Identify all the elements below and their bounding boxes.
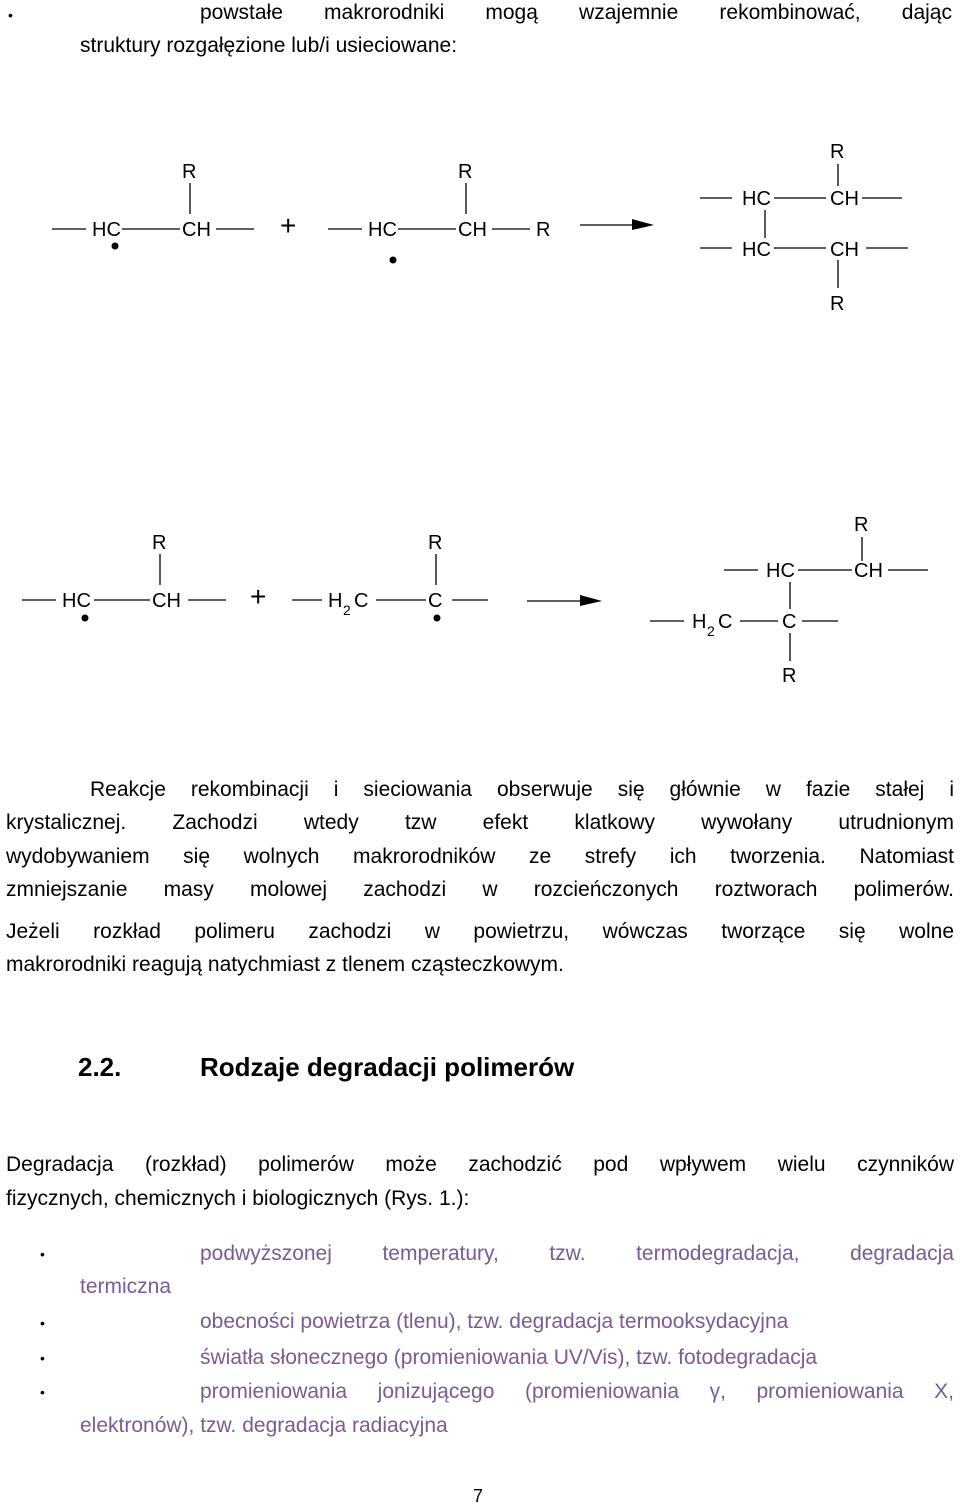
r1-p-ch1: CH <box>830 188 859 210</box>
r2-p-r-top: R <box>854 514 869 536</box>
r1-b-ch: CH <box>458 219 487 241</box>
intro-line-1: powstałe makrorodniki mogą wzajemnie rekombinować, dając <box>200 1 952 24</box>
r2-p-h: H <box>692 611 707 633</box>
r1-p-ch2: CH <box>830 239 859 261</box>
para1-line-3: wydobywaniem się wolnych makrorodników ze strefy ich tworzenia. Natomiast <box>6 845 954 868</box>
factor-3-line-1: światła słonecznego (promieniowania UV/Vis), tzw. fotodegradacja <box>200 1346 818 1369</box>
bullet-icon: • <box>40 1350 45 1366</box>
r1-p-hc2: HC <box>742 239 771 261</box>
r1-plus: + <box>280 210 297 241</box>
factor-1-line-2: termiczna <box>80 1275 172 1298</box>
para2-line-2: fizycznych, chemicznych i biologicznych (Rys. 1.): <box>6 1187 470 1210</box>
factor-4-line-2: elektronów), tzw. degradacja radiacyjna <box>80 1414 448 1437</box>
r2-b-h: H <box>328 590 343 612</box>
para2-line-1: Degradacja (rozkład) polimerów może zachodzić pod wpływem wielu czynników <box>6 1153 954 1176</box>
r1-b-r-top: R <box>458 161 473 183</box>
r1-p-r-top: R <box>830 141 845 163</box>
para1-line-1: Reakcje rekombinacji i sieciowania obserwuje się głównie w fazie stałej i <box>90 778 954 801</box>
r2-a-hc: HC <box>62 590 91 612</box>
r1-b-hc: HC <box>368 219 397 241</box>
factor-4-line-1: promieniowania jonizującego (promieniowania γ, promieniowania X, <box>200 1380 954 1403</box>
bullet-icon: • <box>40 1384 45 1400</box>
r1-a-hc: HC <box>92 219 121 241</box>
reaction-1-diagram <box>0 130 960 330</box>
bullet-icon: • <box>40 1246 45 1262</box>
r2-a-r: R <box>152 532 167 554</box>
bullet-icon: • <box>40 1315 45 1331</box>
section-number: 2.2. <box>78 1052 122 1082</box>
r1-a-r: R <box>182 161 197 183</box>
r1-a-ch: CH <box>182 219 211 241</box>
r2-b-c: C <box>354 590 369 612</box>
intro-line-2: struktury rozgałęzione lub/i usieciowane: <box>80 34 458 57</box>
r2-a-ch: CH <box>152 590 181 612</box>
r2-b-r: R <box>428 532 443 554</box>
r2-p-c2: C <box>782 611 797 633</box>
r1-b-r-side: R <box>536 219 551 241</box>
para1-line-6: makrorodniki reagują natychmiast z tlenem cząsteczkowym. <box>6 953 564 976</box>
page-number: 7 <box>473 1486 484 1506</box>
r2-p-ch: CH <box>854 560 883 582</box>
r2-p-r-bottom: R <box>782 665 797 687</box>
r2-plus: + <box>250 581 267 612</box>
section-title: Rodzaje degradacji polimerów <box>200 1052 575 1082</box>
r1-p-hc1: HC <box>742 188 771 210</box>
para1-line-4: zmniejszanie masy molowej zachodzi w rozcieńczonych roztworach polimerów. <box>6 878 954 901</box>
reaction-2-diagram <box>0 505 960 705</box>
r2-b-sub: 2 <box>343 602 351 618</box>
r2-p-hc: HC <box>766 560 795 582</box>
factor-2-line-1: obecności powietrza (tlenu), tzw. degradacja termooksydacyjna <box>200 1310 789 1333</box>
r2-p-c: C <box>718 611 733 633</box>
r2-b-c2: C <box>428 590 443 612</box>
r2-p-sub: 2 <box>707 623 715 639</box>
bullet-icon: • <box>8 7 13 23</box>
para1-line-2: krystalicznej. Zachodzi wtedy tzw efekt klatkowy wywołany utrudnionym <box>6 811 954 834</box>
para1-line-5: Jeżeli rozkład polimeru zachodzi w powietrzu, wówczas tworzące się wolne <box>6 920 954 943</box>
r1-p-r-bottom: R <box>830 293 845 315</box>
factor-1-line-1: podwyższonej temperatury, tzw. termodegradacja, degradacja <box>200 1242 954 1265</box>
